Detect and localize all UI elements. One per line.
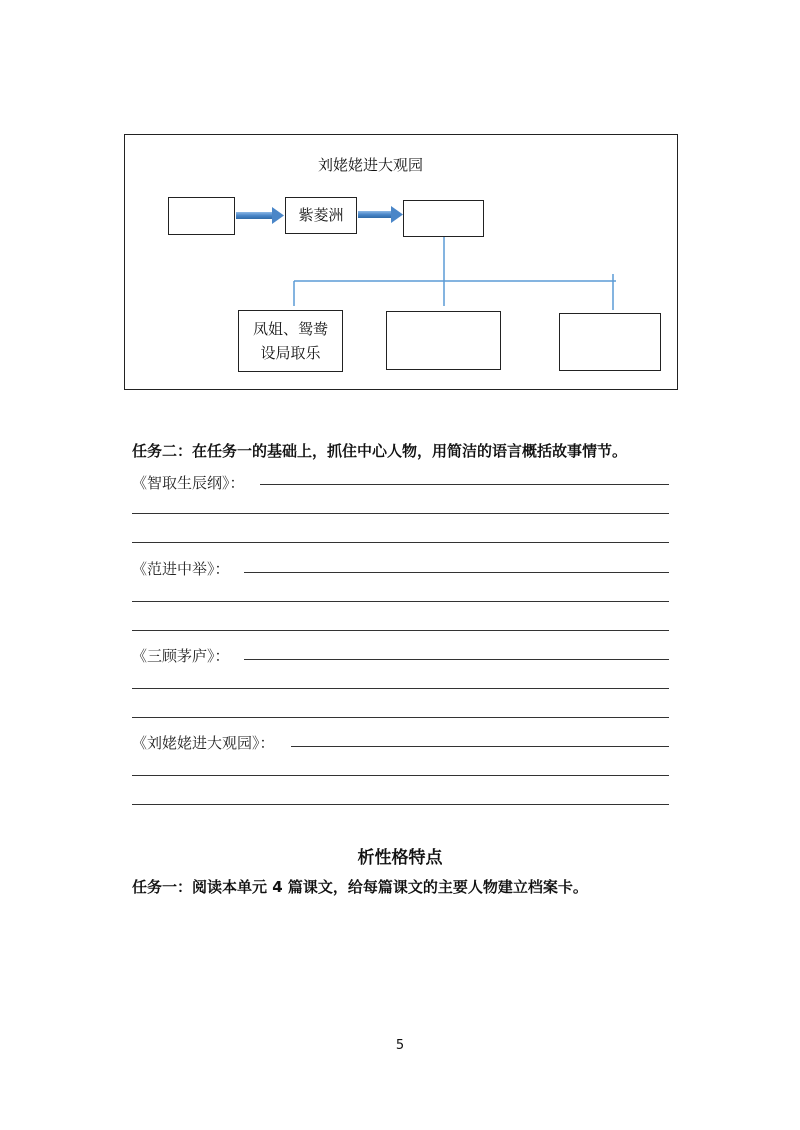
task2-instruction: 任务二：在任务一的基础上，抓住中心人物，用简洁的语言概括故事情节。 [132,442,628,460]
item-label-2: 《范进中举》： [132,560,230,578]
answer-line[interactable] [132,542,669,543]
item-label-3: 《三顾茅庐》： [132,647,230,665]
answer-line[interactable] [291,746,669,747]
answer-line[interactable] [132,513,669,514]
answer-line[interactable] [260,484,669,485]
item-label-1: 《智取生辰纲》： [132,474,245,492]
diagram-title: 刘姥姥进大观园 [318,156,424,174]
answer-line[interactable] [244,572,669,573]
page-number: 5 [395,1038,405,1053]
answer-line[interactable] [132,688,669,689]
arrow-1 [236,207,284,224]
answer-line[interactable] [132,775,669,776]
answer-line[interactable] [132,601,669,602]
fengjie-yuanyang-box-text: 凤姐、鸳鸯 设局取乐 [252,320,328,362]
answer-line[interactable] [132,717,669,718]
diagram-connectors [0,0,800,420]
arrow-2 [358,206,403,223]
answer-line[interactable] [132,804,669,805]
answer-line[interactable] [244,659,669,660]
tree-lines [294,237,616,310]
section-task1: 任务一：阅读本单元 4 篇课文，给每篇课文的主要人物建立档案卡。 [132,878,588,896]
answer-line[interactable] [132,630,669,631]
section-heading: 析性格特点 [357,848,443,868]
item-label-4: 《刘姥姥进大观园》： [132,734,275,752]
zilingzhou-box-text: 紫菱洲 [298,206,344,224]
